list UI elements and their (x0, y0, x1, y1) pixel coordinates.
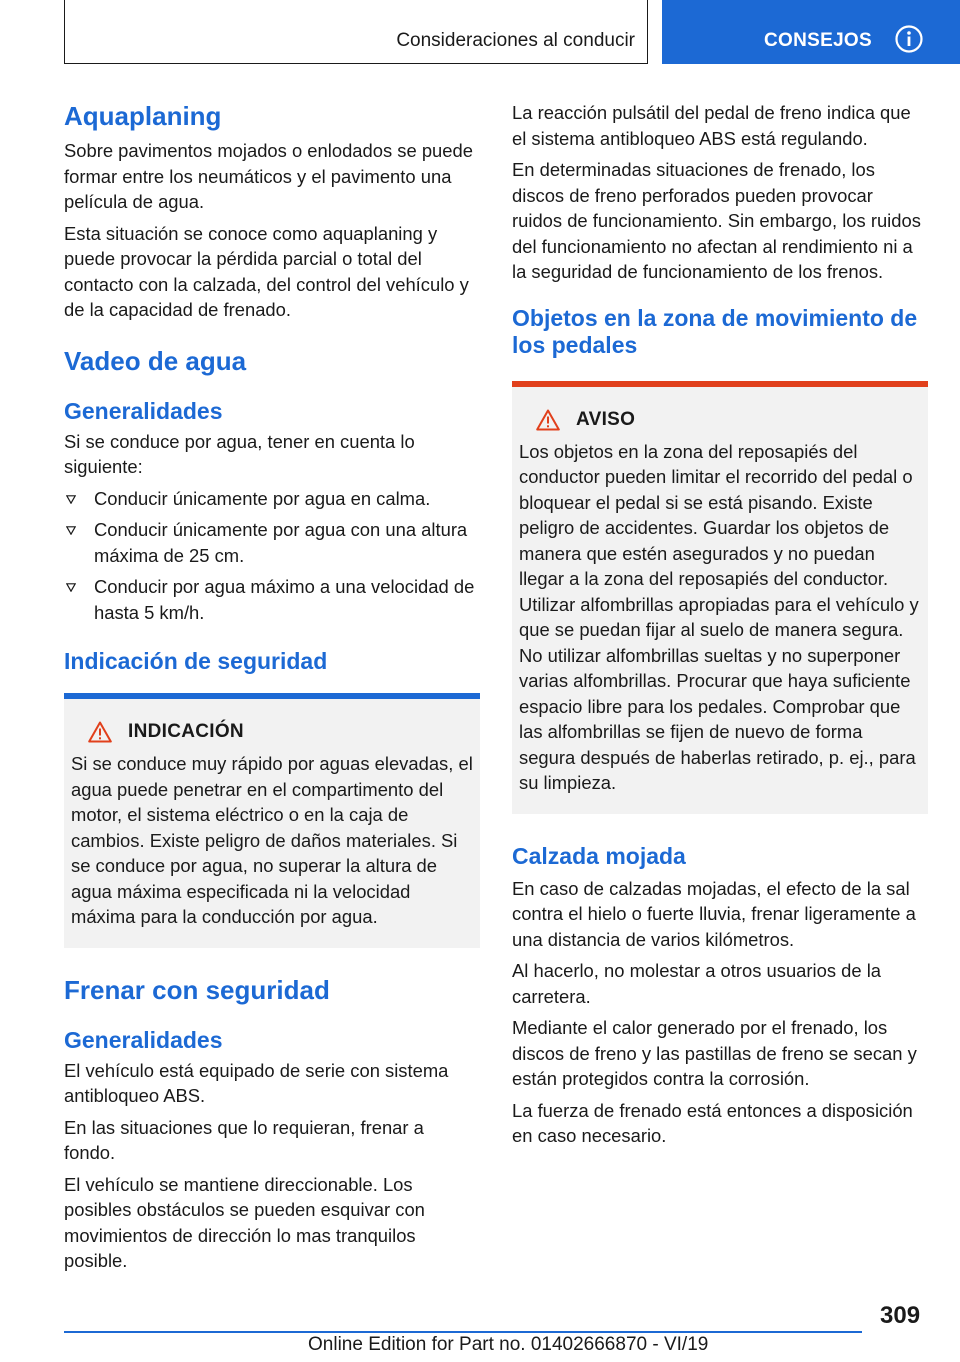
right-column (512, 100, 928, 1155)
notice-text: Los objetos en la zona del reposapiés del conductor pueden limitar el recorrido del pedal o bloquear el pedal si se está pisando. Existe peligro de accidentes. Guardar los objetos de manera que estén asegurados y no puedan llegar a la zona del reposapiés del conductor. Utilizar alfombrillas apropiadas para el vehículo y que se puedan fijar al suelo de manera segura. No utilizar alfombrillas sueltas y no superponer varias alfombrillas. Procurar que haya suficiente espacio libre para los pedales. Comprobar que las alfombrillas se fijen de nuevo de forma segura después de haberlas retirado, p. ej., para su limpieza. (519, 440, 919, 793)
footer-edition: Online Edition for Part no. 01402666870 - VI/19 (308, 1334, 709, 1355)
notice-header (519, 405, 921, 435)
warning-icon (536, 409, 560, 431)
frenar-paragraph-1: El vehículo está equipado de serie con sistema antibloqueo ABS. (64, 1059, 449, 1106)
notice-aviso (512, 381, 928, 814)
warning-icon (88, 721, 112, 743)
left-column (64, 100, 480, 1280)
notice-label: INDICACIÓN (128, 721, 244, 742)
vadeo-intro: Si se conduce por agua, tener en cuenta lo siguiente: (64, 430, 415, 477)
list-item: Conducir únicamente por agua con una altura máxima de 25 cm. (64, 517, 480, 568)
notice-text: Si se conduce muy rápido por aguas elevadas, el agua puede penetrar en el compartimento del motor, el sistema eléctrico o en la caja de cambios. Existe peligro de daños materiales. Si se conduce por agua, no superar la altura de agua máxima especificada ni la velocidad máxima para la conducción por agua. (71, 753, 473, 927)
subheading-generalidades-frenar: Generalidades (64, 1026, 223, 1053)
vadeo-bullet-list (64, 486, 480, 626)
notice-label: AVISO (576, 408, 636, 430)
calzada-paragraph-2: Al hacerlo, no molestar a otros usuarios de la carretera. (512, 960, 882, 1007)
frenar-paragraph-3: El vehículo se mantiene direccionable. Los posibles obstáculos se pueden esquivar con movimientos de dirección lo mas tranquilos posible. (64, 1173, 425, 1271)
heading-vadeo: Vadeo de agua (64, 345, 247, 376)
aquaplaning-paragraph-1: Sobre pavimentos mojados o enlodados se puede formar entre los neumáticos y el pavimento una película de agua. (64, 140, 473, 212)
calzada-paragraph-1: En caso de calzadas mojadas, el efecto de la sal contra el hielo o fuerte lluvia, frenar ligeramente a una distancia de varios kilómetros. (512, 877, 916, 950)
subheading-seguridad: Indicación de seguridad (64, 648, 328, 674)
discos-paragraph: En determinadas situaciones de frenado, los discos de freno perforados pueden provocar ruidos de funcionamiento. Sin embargo, los ruidos del funcionamiento no afectan al rendimiento ni a la seguridad de funcionamiento de los frenos. (512, 159, 921, 282)
frenar-paragraph-2: En las situaciones que lo requieran, frenar a fondo. (64, 1116, 424, 1163)
calzada-paragraph-4: La fuerza de frenado está entonces a disposición en caso necesario. (512, 1099, 913, 1146)
chapter-title: Consideraciones al conducir (396, 30, 635, 51)
page-number: 309 (880, 1302, 921, 1329)
triangle-bullet-icon (66, 526, 76, 535)
triangle-bullet-icon (66, 495, 76, 504)
heading-calzada: Calzada mojada (512, 842, 686, 869)
subheading-generalidades-vadeo: Generalidades (64, 397, 223, 424)
header-section-box (662, 0, 960, 64)
abs-paragraph: La reacción pulsátil del pedal de freno indica que el sistema antibloqueo ABS está regulando. (512, 102, 911, 149)
triangle-bullet-icon (66, 583, 76, 592)
notice-header (71, 717, 473, 747)
aquaplaning-paragraph-2: Esta situación se conoce como aquaplaning y puede provocar la pérdida parcial o total del contacto con la calzada, del control del vehículo y de la capacidad de frenado. (64, 222, 469, 320)
notice-indicacion (64, 693, 480, 948)
header-chapter-box (64, 0, 648, 64)
info-icon (894, 24, 924, 54)
heading-objetos: Objetos en la zona de movimiento de los pedales (512, 304, 918, 358)
heading-frenar: Frenar con seguridad (64, 974, 330, 1005)
list-item: Conducir por agua máximo a una velocidad de hasta 5 km/h. (64, 574, 480, 625)
heading-aquaplaning: Aquaplaning (64, 101, 222, 131)
footer-divider (64, 1331, 862, 1333)
section-title: CONSEJOS (764, 30, 872, 51)
list-item: Conducir únicamente por agua en calma. (64, 486, 480, 512)
calzada-paragraph-3: Mediante el calor generado por el frenado, los discos de freno y las pastillas de freno se secan y están protegidos contra la corrosión. (512, 1017, 917, 1089)
